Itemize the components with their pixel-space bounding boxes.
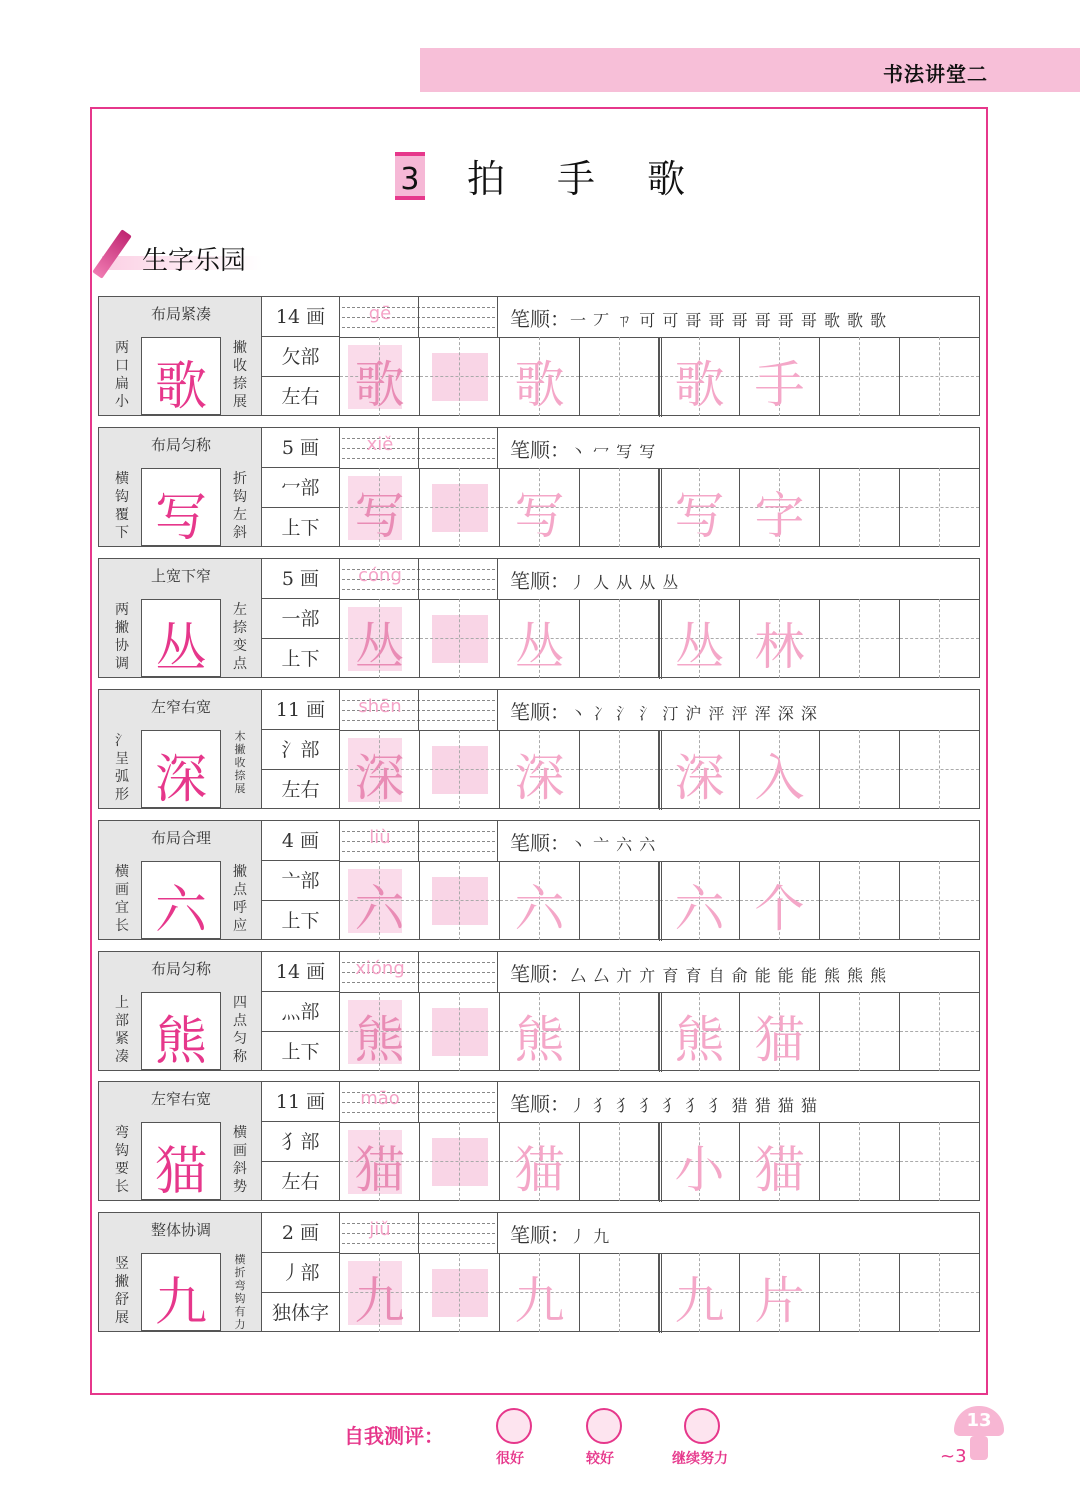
practice-cell[interactable] bbox=[900, 599, 980, 678]
grid-separator bbox=[659, 861, 662, 941]
stroke-sequence: 丿 九 bbox=[570, 1227, 611, 1246]
practice-cell[interactable] bbox=[420, 730, 500, 809]
model-char: 深 bbox=[154, 750, 207, 810]
model-char-box bbox=[141, 1122, 221, 1200]
practice-grid bbox=[340, 951, 980, 1071]
practice-cell[interactable] bbox=[580, 599, 659, 678]
lesson-title bbox=[0, 148, 1080, 203]
char-info bbox=[262, 296, 340, 416]
structure: 上下 bbox=[281, 517, 320, 539]
char-row bbox=[98, 427, 980, 547]
practice-cell[interactable] bbox=[740, 730, 820, 809]
rating-label: 较好 bbox=[586, 1451, 614, 1467]
structure: 上下 bbox=[281, 910, 320, 932]
practice-grid bbox=[340, 427, 980, 547]
trace-char: 猫 bbox=[754, 1011, 805, 1069]
trace-char: 熊 bbox=[514, 1011, 565, 1069]
structure: 独体字 bbox=[271, 1302, 329, 1324]
pinyin-box bbox=[340, 1213, 498, 1253]
stroke-order bbox=[510, 303, 887, 332]
char-info bbox=[262, 1212, 340, 1332]
stroke-label: 笔顺： bbox=[510, 438, 570, 462]
char-row bbox=[98, 296, 980, 416]
practice-cell[interactable] bbox=[580, 861, 659, 940]
model-char: 九 bbox=[154, 1273, 207, 1333]
lesson-title-char: 手 bbox=[556, 157, 595, 201]
char-row bbox=[98, 1081, 980, 1201]
pinyin: gē bbox=[368, 303, 392, 324]
stroke-order bbox=[510, 958, 887, 987]
practice-cell[interactable] bbox=[340, 992, 420, 1071]
lesson-title-char: 歌 bbox=[647, 157, 686, 201]
pinyin-box bbox=[340, 428, 498, 468]
practice-cell[interactable] bbox=[340, 337, 420, 416]
practice-cell[interactable] bbox=[580, 1122, 659, 1201]
right-tip: 四点匀称 bbox=[233, 995, 247, 1065]
practice-cell[interactable] bbox=[820, 1253, 900, 1332]
trace-char: 手 bbox=[754, 356, 805, 414]
right-tip: 木撇收捺展 bbox=[234, 730, 246, 795]
practice-cell[interactable] bbox=[580, 992, 659, 1071]
practice-cell[interactable] bbox=[900, 1122, 980, 1201]
stroke-sequence: 丶 亠 六 六 bbox=[570, 835, 657, 854]
practice-cell[interactable] bbox=[420, 599, 500, 678]
practice-cell[interactable] bbox=[820, 337, 900, 416]
model-char-box bbox=[141, 992, 221, 1070]
practice-cell[interactable] bbox=[500, 337, 580, 416]
layout-tip: 布局紧凑 bbox=[150, 305, 211, 323]
trace-char: 丛 bbox=[354, 618, 405, 676]
trace-char: 歌 bbox=[674, 356, 725, 414]
practice-cell[interactable] bbox=[660, 1122, 740, 1201]
practice-cell[interactable] bbox=[740, 992, 820, 1071]
practice-cell[interactable] bbox=[420, 1253, 500, 1332]
practice-cell[interactable] bbox=[740, 337, 820, 416]
practice-cell[interactable] bbox=[660, 1253, 740, 1332]
practice-cell[interactable] bbox=[340, 730, 420, 809]
pinyin: xiě bbox=[366, 434, 394, 455]
model-char: 六 bbox=[154, 881, 207, 941]
practice-cell[interactable] bbox=[820, 730, 900, 809]
char-info bbox=[262, 558, 340, 678]
grid-separator bbox=[659, 599, 662, 679]
stroke-order bbox=[510, 1088, 818, 1117]
char-info bbox=[262, 427, 340, 547]
radical: 灬部 bbox=[262, 992, 339, 1032]
practice-cell[interactable] bbox=[900, 1253, 980, 1332]
trace-char: 六 bbox=[674, 880, 725, 938]
practice-cell[interactable] bbox=[500, 599, 580, 678]
practice-cell[interactable] bbox=[820, 992, 900, 1071]
layout-tip: 上宽下窄 bbox=[150, 567, 211, 585]
practice-cell[interactable] bbox=[500, 861, 580, 940]
practice-cell[interactable] bbox=[900, 992, 980, 1071]
trace-char: 深 bbox=[514, 749, 565, 807]
pinyin: xióng bbox=[355, 958, 405, 979]
content-face-icon[interactable] bbox=[586, 1408, 622, 1444]
layout-tip: 左窄右宽 bbox=[150, 1090, 211, 1108]
stroke-count: 11 画 bbox=[262, 1082, 339, 1122]
structure: 左右 bbox=[281, 386, 320, 408]
practice-cell[interactable] bbox=[420, 1122, 500, 1201]
trace-char: 林 bbox=[754, 618, 805, 676]
model-char: 写 bbox=[154, 488, 207, 548]
structure: 上下 bbox=[281, 1041, 320, 1063]
practice-cell[interactable] bbox=[660, 337, 740, 416]
grid-separator bbox=[659, 468, 662, 548]
grid-separator bbox=[659, 992, 662, 1072]
trace-char: 写 bbox=[674, 487, 725, 545]
practice-cell[interactable] bbox=[500, 1122, 580, 1201]
char-row bbox=[98, 1212, 980, 1332]
char-row bbox=[98, 951, 980, 1071]
stroke-sequence: 厶 厶 亣 亣 育 育 自 俞 能 能 能 熊 熊 熊 bbox=[570, 966, 888, 985]
pinyin-box bbox=[340, 1082, 498, 1122]
model-char: 丛 bbox=[154, 619, 207, 679]
char-guide-box bbox=[98, 689, 262, 809]
layout-tip: 整体协调 bbox=[150, 1221, 211, 1239]
practice-cell[interactable] bbox=[420, 861, 500, 940]
trace-char: 猫 bbox=[354, 1141, 405, 1199]
grid-separator bbox=[659, 730, 662, 810]
left-tip: 氵呈弧形 bbox=[115, 733, 129, 803]
pinyin: liù bbox=[369, 827, 391, 848]
trace-char: 九 bbox=[354, 1272, 405, 1330]
stroke-order bbox=[510, 696, 818, 725]
practice-cell[interactable] bbox=[340, 468, 420, 547]
practice-cell[interactable] bbox=[340, 599, 420, 678]
practice-cell[interactable] bbox=[740, 468, 820, 547]
trace-char: 熊 bbox=[674, 1011, 725, 1069]
stroke-count: 11 画 bbox=[262, 690, 339, 730]
model-char: 猫 bbox=[154, 1142, 207, 1202]
model-char: 歌 bbox=[154, 357, 207, 417]
practice-cell[interactable] bbox=[900, 861, 980, 940]
practice-grid bbox=[340, 820, 980, 940]
section-tag bbox=[100, 228, 265, 276]
lesson-title-char: 拍 bbox=[466, 157, 505, 201]
stroke-count: 14 画 bbox=[262, 297, 339, 337]
trace-char: 猫 bbox=[754, 1141, 805, 1199]
pinyin-box bbox=[340, 952, 498, 992]
stroke-sequence: 丿 人 从 从 丛 bbox=[570, 573, 680, 592]
radical: 冖部 bbox=[262, 468, 339, 508]
practice-cell[interactable] bbox=[580, 730, 659, 809]
left-tip: 两撇协调 bbox=[115, 602, 129, 672]
trace-char: 六 bbox=[514, 880, 565, 938]
left-tip: 弯钩要长 bbox=[115, 1125, 129, 1195]
char-info bbox=[262, 951, 340, 1071]
char-row bbox=[98, 689, 980, 809]
practice-grid bbox=[340, 1212, 980, 1332]
practice-cell[interactable] bbox=[740, 861, 820, 940]
trace-char: 小 bbox=[674, 1141, 725, 1199]
char-guide-box bbox=[98, 951, 262, 1071]
practice-grid bbox=[340, 689, 980, 809]
grid-separator bbox=[659, 337, 662, 417]
self-eval-label: 自我测评： bbox=[344, 1424, 444, 1448]
right-tip: 横画斜势 bbox=[233, 1125, 247, 1195]
practice-cell[interactable] bbox=[500, 992, 580, 1071]
char-info bbox=[262, 820, 340, 940]
practice-cell[interactable] bbox=[420, 337, 500, 416]
practice-cell[interactable] bbox=[820, 861, 900, 940]
trace-char: 熊 bbox=[354, 1011, 405, 1069]
model-char-box bbox=[141, 599, 221, 677]
stroke-count: 2 画 bbox=[262, 1213, 339, 1253]
header-bar bbox=[420, 48, 1080, 92]
layout-tip: 左窄右宽 bbox=[150, 698, 211, 716]
page-number: 13 bbox=[954, 1406, 1004, 1436]
practice-cell[interactable] bbox=[660, 599, 740, 678]
practice-cell[interactable] bbox=[500, 730, 580, 809]
stroke-order bbox=[510, 1219, 610, 1248]
structure: 左右 bbox=[281, 779, 320, 801]
trace-char: 六 bbox=[354, 880, 405, 938]
trace-char: 猫 bbox=[514, 1141, 565, 1199]
practice-cell[interactable] bbox=[820, 468, 900, 547]
practice-cell[interactable] bbox=[740, 599, 820, 678]
lesson-number: 3 bbox=[395, 152, 425, 200]
trace-char: 字 bbox=[754, 487, 805, 545]
stroke-label: 笔顺： bbox=[510, 1223, 570, 1247]
char-guide-box bbox=[98, 1081, 262, 1201]
practice-cell[interactable] bbox=[660, 992, 740, 1071]
model-char-box bbox=[141, 468, 221, 546]
char-guide-box bbox=[98, 427, 262, 547]
right-tip: 撇收捺展 bbox=[233, 340, 247, 410]
stroke-label: 笔顺： bbox=[510, 307, 570, 331]
right-tip: 撇点呼应 bbox=[233, 864, 247, 934]
practice-cell[interactable] bbox=[580, 468, 659, 547]
right-tip: 折钩左斜 bbox=[233, 471, 247, 541]
radical: 犭部 bbox=[262, 1122, 339, 1162]
practice-cell[interactable] bbox=[740, 1253, 820, 1332]
practice-cell[interactable] bbox=[660, 730, 740, 809]
practice-grid bbox=[340, 558, 980, 678]
char-row bbox=[98, 558, 980, 678]
rating-label: 继续努力 bbox=[672, 1451, 728, 1467]
right-tip: 左捺变点 bbox=[233, 602, 247, 672]
practice-cell[interactable] bbox=[420, 468, 500, 547]
practice-grid bbox=[340, 1081, 980, 1201]
pinyin-box bbox=[340, 690, 498, 730]
stroke-order bbox=[510, 565, 679, 594]
practice-cell[interactable] bbox=[900, 468, 980, 547]
grid-separator bbox=[659, 1122, 662, 1202]
stroke-label: 笔顺： bbox=[510, 831, 570, 855]
section-label: 生字乐园 bbox=[142, 246, 247, 276]
trace-char: 九 bbox=[674, 1272, 725, 1330]
left-tip: 横钩覆下 bbox=[115, 471, 129, 541]
radical: 丿部 bbox=[262, 1253, 339, 1293]
practice-cell[interactable] bbox=[500, 1253, 580, 1332]
model-char-box bbox=[141, 1253, 221, 1331]
practice-cell[interactable] bbox=[580, 1253, 659, 1332]
trace-char: 深 bbox=[674, 749, 725, 807]
stroke-label: 笔顺： bbox=[510, 1092, 570, 1116]
pinyin-box bbox=[340, 559, 498, 599]
trace-char: 个 bbox=[754, 880, 805, 938]
char-guide-box bbox=[98, 296, 262, 416]
trace-char: 歌 bbox=[354, 356, 405, 414]
practice-cell[interactable] bbox=[500, 468, 580, 547]
practice-cell[interactable] bbox=[900, 337, 980, 416]
stroke-count: 5 画 bbox=[262, 428, 339, 468]
header-title: 书法讲堂二 bbox=[883, 62, 988, 86]
radical: 一部 bbox=[262, 599, 339, 639]
trace-char: 九 bbox=[514, 1272, 565, 1330]
practice-cell[interactable] bbox=[420, 992, 500, 1071]
practice-cell[interactable] bbox=[820, 599, 900, 678]
grid-separator bbox=[659, 1253, 662, 1333]
char-guide-box bbox=[98, 1212, 262, 1332]
stroke-sequence: 丶 冫 氵 氵 汀 沪 泙 泙 浑 深 深 bbox=[570, 704, 818, 723]
layout-tip: 布局合理 bbox=[150, 829, 211, 847]
layout-tip: 布局匀称 bbox=[150, 436, 211, 454]
practice-cell[interactable] bbox=[340, 1122, 420, 1201]
stroke-count: 4 画 bbox=[262, 821, 339, 861]
practice-cell[interactable] bbox=[340, 861, 420, 940]
rating-label: 很好 bbox=[496, 1451, 524, 1467]
practice-cell[interactable] bbox=[660, 468, 740, 547]
practice-grid bbox=[340, 296, 980, 416]
trace-char: 丛 bbox=[674, 618, 725, 676]
pinyin: jiǔ bbox=[369, 1219, 391, 1240]
trace-char: 片 bbox=[754, 1272, 805, 1330]
char-guide-box bbox=[98, 558, 262, 678]
page-signature: ~3 bbox=[940, 1446, 967, 1467]
stroke-sequence: 丿 犭 犭 犭 犭 犭 犭 猎 猎 猫 猫 bbox=[570, 1096, 818, 1115]
left-tip: 上部紧凑 bbox=[115, 995, 129, 1065]
practice-cell[interactable] bbox=[660, 861, 740, 940]
pinyin-box bbox=[340, 297, 498, 337]
model-char-box bbox=[141, 861, 221, 939]
trace-char: 写 bbox=[514, 487, 565, 545]
char-guide-box bbox=[98, 820, 262, 940]
char-info bbox=[262, 689, 340, 809]
pinyin: cóng bbox=[358, 565, 402, 586]
trace-char: 丛 bbox=[514, 618, 565, 676]
stroke-sequence: 一 丆 ㄗ 可 可 哥 哥 哥 哥 哥 哥 歌 歌 歌 bbox=[570, 311, 888, 330]
left-tip: 竖撇舒展 bbox=[115, 1256, 129, 1326]
radical: 亠部 bbox=[262, 861, 339, 901]
trace-char: 歌 bbox=[514, 356, 565, 414]
model-char-box bbox=[141, 730, 221, 808]
left-tip: 两口扁小 bbox=[115, 340, 129, 410]
char-info bbox=[262, 1081, 340, 1201]
pinyin: māo bbox=[360, 1088, 400, 1109]
stroke-count: 14 画 bbox=[262, 952, 339, 992]
structure: 上下 bbox=[281, 648, 320, 670]
layout-tip: 布局匀称 bbox=[150, 960, 211, 978]
practice-cell[interactable] bbox=[580, 337, 659, 416]
stroke-label: 笔顺： bbox=[510, 962, 570, 986]
model-char: 熊 bbox=[154, 1012, 207, 1072]
stroke-order bbox=[510, 827, 656, 856]
stroke-label: 笔顺： bbox=[510, 700, 570, 724]
mushroom-icon bbox=[970, 1436, 988, 1460]
stroke-label: 笔顺： bbox=[510, 569, 570, 593]
model-char-box bbox=[141, 337, 221, 415]
trace-char: 深 bbox=[354, 749, 405, 807]
sad-face-icon[interactable] bbox=[684, 1408, 720, 1444]
char-row bbox=[98, 820, 980, 940]
practice-cell[interactable] bbox=[740, 1122, 820, 1201]
trace-char: 写 bbox=[354, 487, 405, 545]
stroke-sequence: 丶 冖 写 写 bbox=[570, 442, 657, 461]
radical: 氵部 bbox=[262, 730, 339, 770]
right-tip: 横折弯钩有力 bbox=[234, 1253, 246, 1331]
stroke-order bbox=[510, 434, 656, 463]
radical: 欠部 bbox=[262, 337, 339, 377]
left-tip: 横画宜长 bbox=[115, 864, 129, 934]
stroke-count: 5 画 bbox=[262, 559, 339, 599]
pinyin-box bbox=[340, 821, 498, 861]
smile-face-icon[interactable] bbox=[496, 1408, 532, 1444]
pinyin: shēn bbox=[358, 696, 402, 717]
practice-cell[interactable] bbox=[340, 1253, 420, 1332]
practice-cell[interactable] bbox=[820, 1122, 900, 1201]
trace-char: 入 bbox=[754, 749, 805, 807]
structure: 左右 bbox=[281, 1171, 320, 1193]
practice-cell[interactable] bbox=[900, 730, 980, 809]
